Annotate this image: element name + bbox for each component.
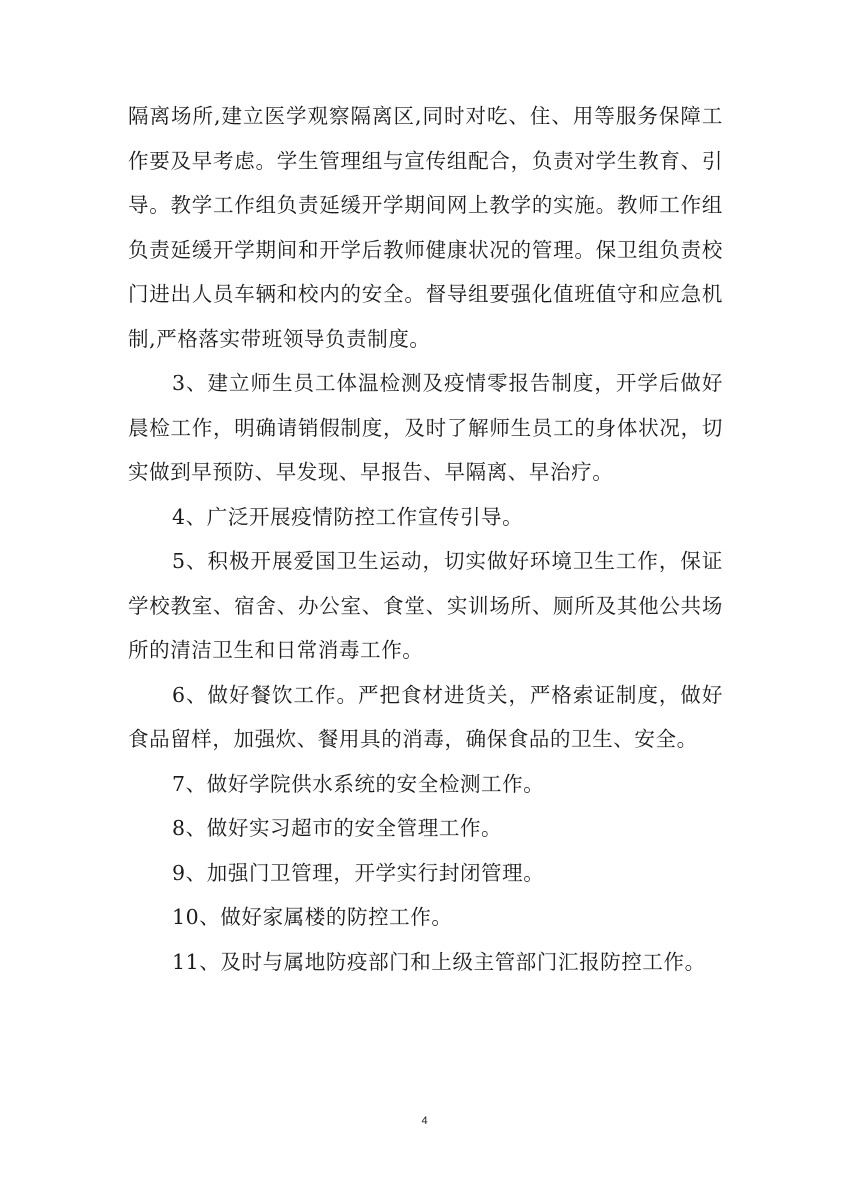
- paragraph-item-9: 9、加强门卫管理，开学实行封闭管理。: [172, 860, 545, 885]
- document-body: [128, 94, 723, 984]
- paragraph-item-3: 3、建立师生员工体温检测及疫情零报告制度，开学后做好晨检工作，明确请销假制度，及时了解师生员工的身体状况，切实做到早预防、早发现、早报告、早隔离、早治疗。: [128, 371, 723, 484]
- page-number: 4: [421, 1115, 428, 1127]
- paragraph-continuation: 隔离场所,建立医学观察隔离区,同时对吃、住、用等服务保障工作要及早考虑。学生管理组与宣传组配合，负责对学生教育、引导。教学工作组负责延缓开学期间网上教学的实施。教师工作组负责延缓开学期间和开学后教师健康状况的管理。保卫组负责校门进出人员车辆和校内的安全。督导组要强化值班值守和应急机制,严格落实带班领导负责制度。: [128, 104, 723, 351]
- paragraph-item-5: 5、积极开展爱国卫生运动，切实做好环境卫生工作，保证学校教室、宿舍、办公室、食堂、实训场所、厕所及其他公共场所的清洁卫生和日常消毒工作。: [128, 549, 723, 662]
- paragraph-item-10: 10、做好家属楼的防控工作。: [172, 905, 453, 929]
- paragraph-item-4: 4、广泛开展疫情防控工作宣传引导。: [172, 504, 524, 529]
- paragraph-item-6: 6、做好餐饮工作。严把食材进货关，严格索证制度，做好食品留样，加强炊、餐用具的消毒，确保食品的卫生、安全。: [128, 682, 723, 751]
- paragraph-item-8: 8、做好实习超市的安全管理工作。: [172, 816, 503, 840]
- paragraph-item-11: 11、及时与属地防疫部门和上级主管部门汇报防控工作。: [172, 949, 706, 974]
- paragraph-item-7: 7、做好学院供水系统的安全检测工作。: [172, 771, 545, 796]
